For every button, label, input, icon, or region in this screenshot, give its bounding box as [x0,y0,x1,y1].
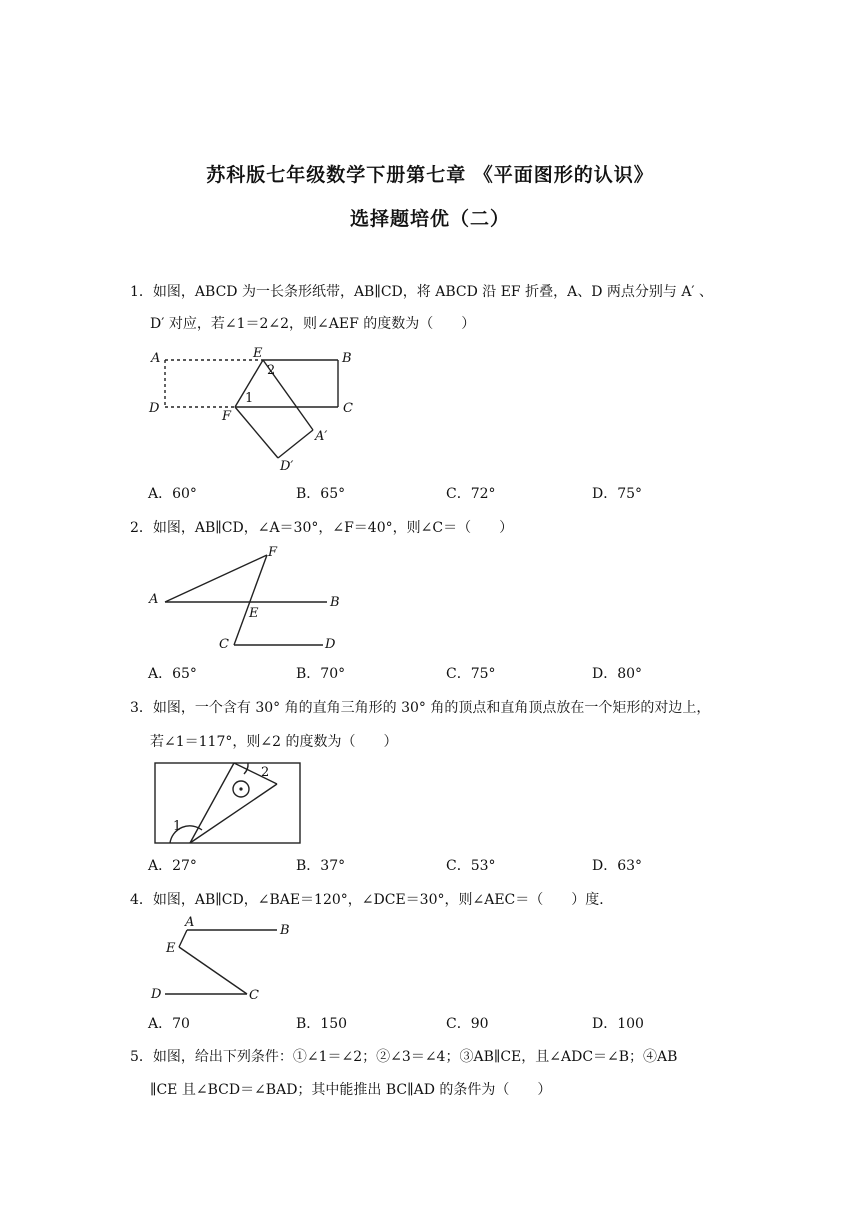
q4-option-d: D．100 [592,1016,644,1032]
q4-option-c: C．90 [446,1016,489,1032]
q1-label-d: D [149,401,160,416]
q2-option-a: A．65° [148,666,197,682]
q3-stem-line2: 若∠1＝117°，则∠2 的度数为（ ） [150,734,398,750]
q2-option-d: D．80° [592,666,643,682]
q1-label-1: 1 [245,391,254,406]
q5-stem-line1: 5．如图，给出下列条件：①∠1＝∠2；②∠3＝∠4；③AB∥CE，且∠ADC＝∠B；④AB [130,1049,678,1065]
q1-label-d-prime: D′ [280,459,294,474]
q2-label-c: C [219,637,229,652]
q2-label-a: A [149,592,159,607]
q3-option-d: D．63° [592,858,643,874]
q3-option-a: A．27° [148,858,197,874]
q1-option-d: D．75° [592,486,643,502]
q1-option-b: B．65° [296,486,346,502]
q5-stem-line2: ∥CE 且∠BCD＝∠BAD；其中能推出 BC∥AD 的条件为（ ） [150,1082,552,1098]
q1-stem-line2: D′ 对应，若∠1＝2∠2，则∠AEF 的度数为（ ） [150,316,476,332]
q3-figure [145,755,310,850]
q2-label-f: F [268,545,278,560]
q4-figure [145,912,305,1007]
q1-figure [145,340,375,475]
q1-stem-line1: 1．如图，ABCD 为一长条形纸带，AB∥CD，将 ABCD 沿 EF 折叠，A、D 两点分别与 A′ 、 [130,284,714,300]
q4-option-b: B．150 [296,1016,348,1032]
q1-label-b: B [342,351,352,366]
q3-option-c: C．53° [446,858,496,874]
q1-label-a: A [151,351,161,366]
q3-option-b: B．37° [296,858,346,874]
q1-label-f: F [222,409,232,424]
q1-label-e: E [253,346,263,361]
q3-label-2: 2 [261,765,270,780]
q2-option-c: C．75° [446,666,496,682]
q4-label-b: B [280,923,290,938]
q2-label-b: B [330,595,340,610]
q1-label-c: C [343,401,353,416]
q1-label-2: 2 [267,363,276,378]
q4-label-d: D [151,987,162,1002]
q2-option-b: B．70° [296,666,346,682]
q3-label-1: 1 [173,819,182,834]
q4-stem-line1: 4．如图，AB∥CD，∠BAE＝120°，∠DCE＝30°，则∠AEC＝（ ）度． [130,892,614,908]
q4-label-e: E [166,941,176,956]
q1-option-c: C．72° [446,486,496,502]
document-title: 苏科版七年级数学下册第七章 《平面图形的认识》 [206,164,654,186]
q3-stem-line1: 3．如图，一个含有 30° 角的直角三角形的 30° 角的顶点和直角顶点放在一个矩形的对边上， [130,700,711,716]
q4-label-a: A [185,915,195,930]
q2-figure [145,545,355,655]
q2-stem-line1: 2．如图，AB∥CD，∠A＝30°，∠F＝40°，则∠C＝（ ） [130,520,514,536]
q2-label-d: D [325,637,336,652]
q1-label-a-prime: A′ [315,429,328,444]
q4-label-c: C [249,988,259,1003]
q1-option-a: A．60° [148,486,197,502]
q4-option-a: A．70 [148,1016,190,1032]
document-subtitle: 选择题培优（二） [349,208,510,230]
q2-label-e: E [249,606,259,621]
